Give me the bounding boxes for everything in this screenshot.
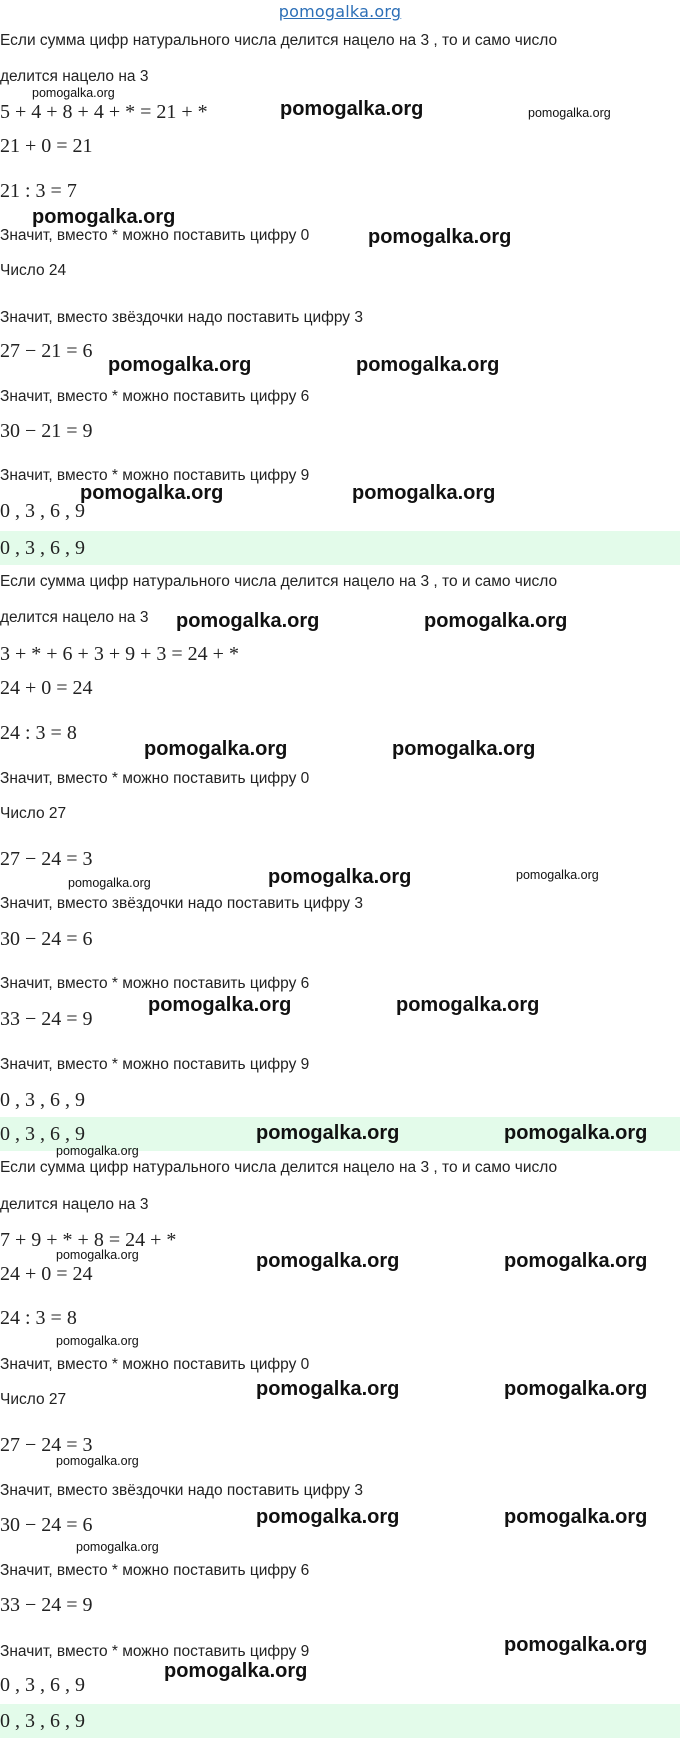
text-number: Число 24 [0,262,67,279]
equation-diff-2: 33 − 24 = 9 [0,1594,93,1616]
text-digit-3: Значит, вместо звёздочки надо поставить цифру 3 [0,1482,363,1499]
text-digit-0: Значит, вместо * можно поставить цифру 0 [0,770,310,787]
watermark: pomogalka.org [504,1634,648,1656]
equation-diff-0: 27 − 24 = 3 [0,848,93,870]
answer-box: 0 , 3 , 6 , 9 [0,531,680,565]
watermark: pomogalka.org [108,354,252,376]
text-digit-0: Значит, вместо * можно поставить цифру 0 [0,1356,310,1373]
rule-line-2: делится нацело на 3 [0,1196,149,1213]
watermark: pomogalka.org [176,610,320,632]
equation-check: 24 + 0 = 24 [0,677,93,699]
digits-list: 0 , 3 , 6 , 9 [0,500,85,522]
text-digit-6: Значит, вместо * можно поставить цифру 6 [0,388,310,405]
text-digit-3: Значит, вместо звёздочки надо поставить цифру 3 [0,309,363,326]
watermark: pomogalka.org [56,1144,139,1158]
text-digit-3: Значит, вместо звёздочки надо поставить цифру 3 [0,895,363,912]
equation-diff-2: 33 − 24 = 9 [0,1008,93,1030]
watermark: pomogalka.org [164,1660,308,1682]
rule-line-1: Если сумма цифр натурального числа делится нацело на 3 , то и само число [0,32,558,49]
text-number: Число 27 [0,1391,67,1408]
rule-line-2: делится нацело на 3 [0,609,149,626]
text-digit-6: Значит, вместо * можно поставить цифру 6 [0,1562,310,1579]
answer-box: 0 , 3 , 6 , 9 [0,1704,680,1738]
equation-division: 24 : 3 = 8 [0,722,77,744]
equation-diff-1: 27 − 21 = 6 [0,340,93,362]
equation-sum: 5 + 4 + 8 + 4 + * = 21 + * [0,101,208,123]
text-digit-9: Значит, вместо * можно поставить цифру 9 [0,1643,310,1660]
equation-diff-1: 30 − 24 = 6 [0,1514,93,1536]
watermark: pomogalka.org [56,1454,139,1468]
equation-check: 24 + 0 = 24 [0,1263,93,1285]
watermark: pomogalka.org [56,1334,139,1348]
text-digit-6: Значит, вместо * можно поставить цифру 6 [0,975,310,992]
watermark: pomogalka.org [32,86,115,100]
watermark: pomogalka.org [256,1122,400,1144]
equation-division: 21 : 3 = 7 [0,180,77,202]
rule-line-1: Если сумма цифр натурального числа делится нацело на 3 , то и само число [0,1159,558,1176]
watermark: pomogalka.org [528,106,611,120]
watermark: pomogalka.org [504,1250,648,1272]
equation-diff-1: 30 − 24 = 6 [0,928,93,950]
watermark: pomogalka.org [256,1378,400,1400]
watermark: pomogalka.org [268,866,412,888]
watermark: pomogalka.org [368,226,512,248]
watermark: pomogalka.org [356,354,500,376]
watermark: pomogalka.org [56,1248,139,1262]
watermark: pomogalka.org [424,610,568,632]
watermark: pomogalka.org [516,868,599,882]
watermark: pomogalka.org [32,206,176,228]
watermark: pomogalka.org [504,1378,648,1400]
text-number: Число 27 [0,805,67,822]
watermark: pomogalka.org [504,1122,648,1144]
watermark: pomogalka.org [352,482,496,504]
equation-check: 21 + 0 = 21 [0,135,93,157]
watermark: pomogalka.org [504,1506,648,1528]
watermark: pomogalka.org [396,994,540,1016]
equation-sum: 3 + * + 6 + 3 + 9 + 3 = 24 + * [0,643,239,665]
watermark: pomogalka.org [80,482,224,504]
watermark: pomogalka.org [256,1250,400,1272]
watermark: pomogalka.org [76,1540,159,1554]
equation-division: 24 : 3 = 8 [0,1307,77,1329]
watermark: pomogalka.org [148,994,292,1016]
equation-diff-0: 27 − 24 = 3 [0,1434,93,1456]
watermark: pomogalka.org [256,1506,400,1528]
rule-line-2: делится нацело на 3 [0,68,149,85]
watermark: pomogalka.org [144,738,288,760]
equation-diff-2: 30 − 21 = 9 [0,420,93,442]
answer-box: 0 , 3 , 6 , 9 [0,1117,680,1151]
digits-list: 0 , 3 , 6 , 9 [0,1089,85,1111]
watermark: pomogalka.org [280,98,424,120]
text-digit-9: Значит, вместо * можно поставить цифру 9 [0,1056,310,1073]
rule-line-1: Если сумма цифр натурального числа делится нацело на 3 , то и само число [0,573,558,590]
watermark: pomogalka.org [392,738,536,760]
text-digit-9: Значит, вместо * можно поставить цифру 9 [0,467,310,484]
digits-list: 0 , 3 , 6 , 9 [0,1674,85,1696]
watermark: pomogalka.org [68,876,151,890]
site-title[interactable]: pomogalka.org [278,2,402,21]
equation-sum: 7 + 9 + * + 8 = 24 + * [0,1229,177,1251]
text-digit-0: Значит, вместо * можно поставить цифру 0 [0,227,310,244]
